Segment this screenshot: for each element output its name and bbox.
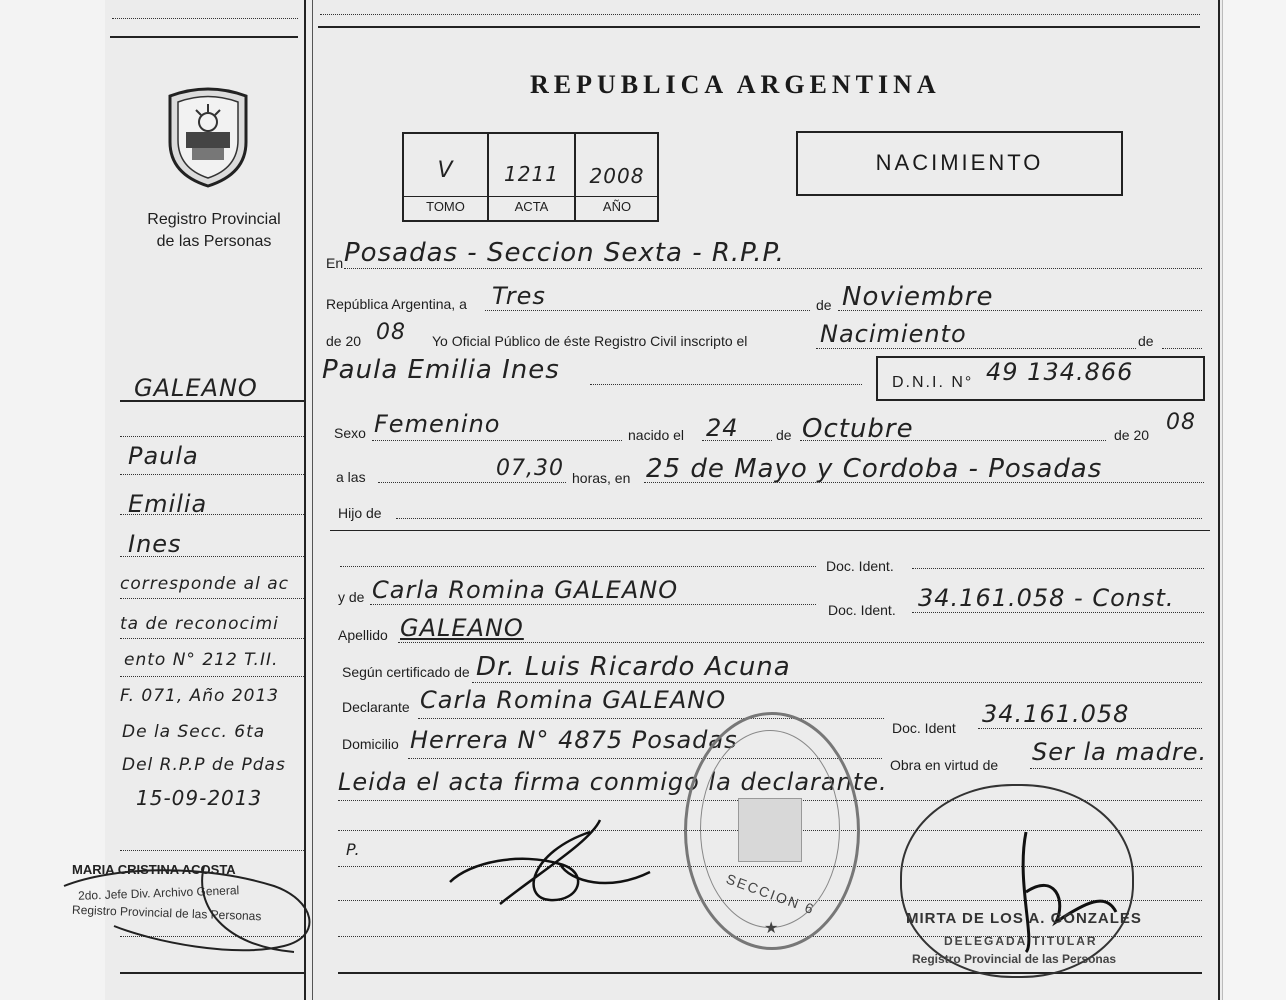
margin-line-0 [120, 436, 304, 437]
record-type: NACIMIENTO [875, 150, 1044, 175]
margin-surname-line [120, 400, 304, 402]
inscripto-line [816, 348, 1136, 349]
frame-line-right [1218, 0, 1220, 1000]
anio-value: 2008 [589, 164, 645, 188]
certificado-label: Según certificado de [342, 664, 470, 680]
person-name-line [590, 384, 862, 385]
hijo-de-rule [330, 530, 1210, 531]
margin-line-3 [120, 556, 304, 557]
top-left-rule [110, 36, 298, 38]
birth-day: 24 [706, 414, 739, 442]
domicilio-value: Herrera N° 4875 Posadas [410, 726, 738, 754]
seal-star-icon: ★ [764, 920, 779, 937]
dni-label: D.N.I. N° [892, 374, 974, 391]
margin-line-1 [120, 474, 304, 475]
certificado-line [472, 682, 1202, 683]
top-left-line [112, 18, 298, 19]
en-line [344, 268, 1202, 269]
declarante-doc-line [978, 728, 1202, 729]
year-prefix: de 20 [326, 333, 362, 349]
lugar-value: 25 de Mayo y Cordoba - Posadas [646, 454, 1103, 484]
margin-surname: GALEANO [134, 374, 258, 402]
doc-ident2-label: Doc. Ident. [828, 602, 896, 618]
hijo-de-line [396, 518, 1202, 519]
declarante-label: Declarante [342, 699, 410, 715]
declarante-signature [440, 812, 660, 922]
margin-line-9 [120, 972, 304, 974]
top-dotted-rule [320, 14, 1200, 15]
y-de-label: y de [338, 589, 365, 605]
nacido-label: nacido el [628, 427, 685, 443]
de3-label: de [776, 427, 792, 443]
archivo-stamp-name: MARIA CRISTINA ACOSTA [72, 862, 236, 877]
en-value: Posadas - Seccion Sexta - R.P.P. [344, 238, 785, 268]
sexo-value: Femenino [374, 410, 501, 438]
sexo-label: Sexo [334, 425, 366, 441]
margin-note-7: F. 071, Año 2013 [120, 686, 280, 706]
declarante-line [418, 718, 884, 719]
de2-line [1162, 348, 1202, 349]
apellido-value: GALEANO [400, 614, 524, 642]
birth-month: Octubre [802, 414, 914, 444]
archivo-stamp-line2: 2do. Jefe Div. Archivo General [77, 883, 240, 903]
declarante-value: Carla Romina GALEANO [420, 686, 727, 714]
horas-label: horas, en [572, 470, 631, 486]
doc-ident3-label: Doc. Ident [892, 720, 956, 736]
margin-note-1: Paula [128, 442, 199, 470]
doc-ident-label: Doc. Ident. [826, 558, 894, 574]
dni-value: 49 134.866 [986, 358, 1134, 386]
round-seal-emblem [738, 798, 802, 862]
acta-value: 1211 [504, 162, 559, 186]
anio-label: AÑO [602, 199, 632, 214]
margin-line-5 [120, 638, 304, 639]
obra-label: Obra en virtud de [890, 757, 999, 773]
margin-note-3: Ines [128, 530, 182, 558]
right-page-edge [1222, 0, 1286, 1000]
delegado-stamp-name: MIRTA DE LOS A. GONZALES [906, 910, 1142, 927]
apellido-line [398, 642, 1204, 643]
margin-note-5: ta de reconocimi [120, 614, 279, 634]
person-name: Paula Emilia Ines [322, 355, 560, 385]
obra-value: Ser la madre. [1032, 738, 1208, 766]
day-line [485, 310, 810, 311]
madre-line [370, 604, 816, 605]
birth-year: 08 [1166, 410, 1196, 435]
margin-note-2: Emilia [128, 490, 208, 518]
year-value: 08 [376, 320, 406, 345]
registry-name-line2: de las Personas [156, 233, 272, 250]
margin-note-10: 15-09-2013 [136, 786, 263, 810]
hora-line [378, 482, 566, 483]
a-las-label: a las [336, 469, 366, 485]
delegado-stamp-title: DELEGADA TITULAR [944, 934, 1098, 948]
top-rule [318, 26, 1200, 28]
sexo-line [372, 440, 622, 441]
republica-label: República Argentina, a [326, 296, 467, 312]
margin-line-6 [120, 676, 304, 677]
en-label: En [326, 255, 344, 271]
bottom-rule [338, 972, 1202, 974]
round-seal-text: SECCION 6 [724, 870, 818, 918]
de-label: de [816, 297, 832, 313]
margin-note-8: De la Secc. 6ta [122, 722, 266, 742]
domicilio-label: Domicilio [342, 736, 399, 752]
madre-doc-line [912, 612, 1204, 613]
lugar-line [644, 482, 1204, 483]
hora-value: 07,30 [496, 456, 564, 481]
padre-line [340, 566, 816, 567]
tomo-value: V [437, 158, 454, 183]
madre-doc-value: 34.161.058 - Const. [918, 584, 1175, 612]
month-value: Noviembre [842, 282, 994, 312]
oficial-text: Yo Oficial Público de éste Registro Civil inscripto el [432, 333, 748, 349]
record-id-hline [402, 196, 659, 197]
day-value: Tres [492, 282, 546, 310]
apellido-label: Apellido [338, 627, 388, 643]
delegado-stamp-org: Registro Provincial de las Personas [912, 952, 1117, 966]
margin-line-4 [120, 598, 304, 599]
declarante-doc-value: 34.161.058 [982, 700, 1130, 728]
country-title: REPUBLICA ARGENTINA [530, 70, 941, 99]
month-line [838, 310, 1202, 311]
acta-label: ACTA [514, 199, 549, 214]
p-mark: P. [346, 840, 361, 859]
birth-month-line [800, 440, 1106, 441]
obra-line [1030, 768, 1202, 769]
archivo-signature [54, 846, 324, 966]
margin-note-6: ento N° 212 T.II. [124, 650, 279, 670]
hijo-de-label: Hijo de [338, 505, 382, 521]
certificado-value: Dr. Luis Ricardo Acuna [476, 652, 791, 682]
margin-note-4: corresponde al ac [120, 574, 289, 594]
de2-label: de [1138, 333, 1154, 349]
padre-doc-line [912, 568, 1204, 569]
madre-value: Carla Romina GALEANO [372, 576, 679, 604]
inscripto-value: Nacimiento [820, 320, 967, 348]
leida-value: Leida el acta firma conmigo la declarante. [338, 768, 888, 796]
provincial-seal-icon [160, 82, 256, 190]
margin-line-2 [120, 514, 304, 515]
registry-name-line1: Registro Provincial [147, 211, 281, 228]
birth-day-line [702, 440, 772, 441]
archivo-stamp-line3: Registro Provincial de las Personas [71, 902, 262, 924]
margin-note-9: Del R.P.P de Pdas [122, 755, 286, 775]
tomo-label: TOMO [426, 199, 465, 214]
birth-year-prefix: de 20 [1114, 427, 1150, 443]
